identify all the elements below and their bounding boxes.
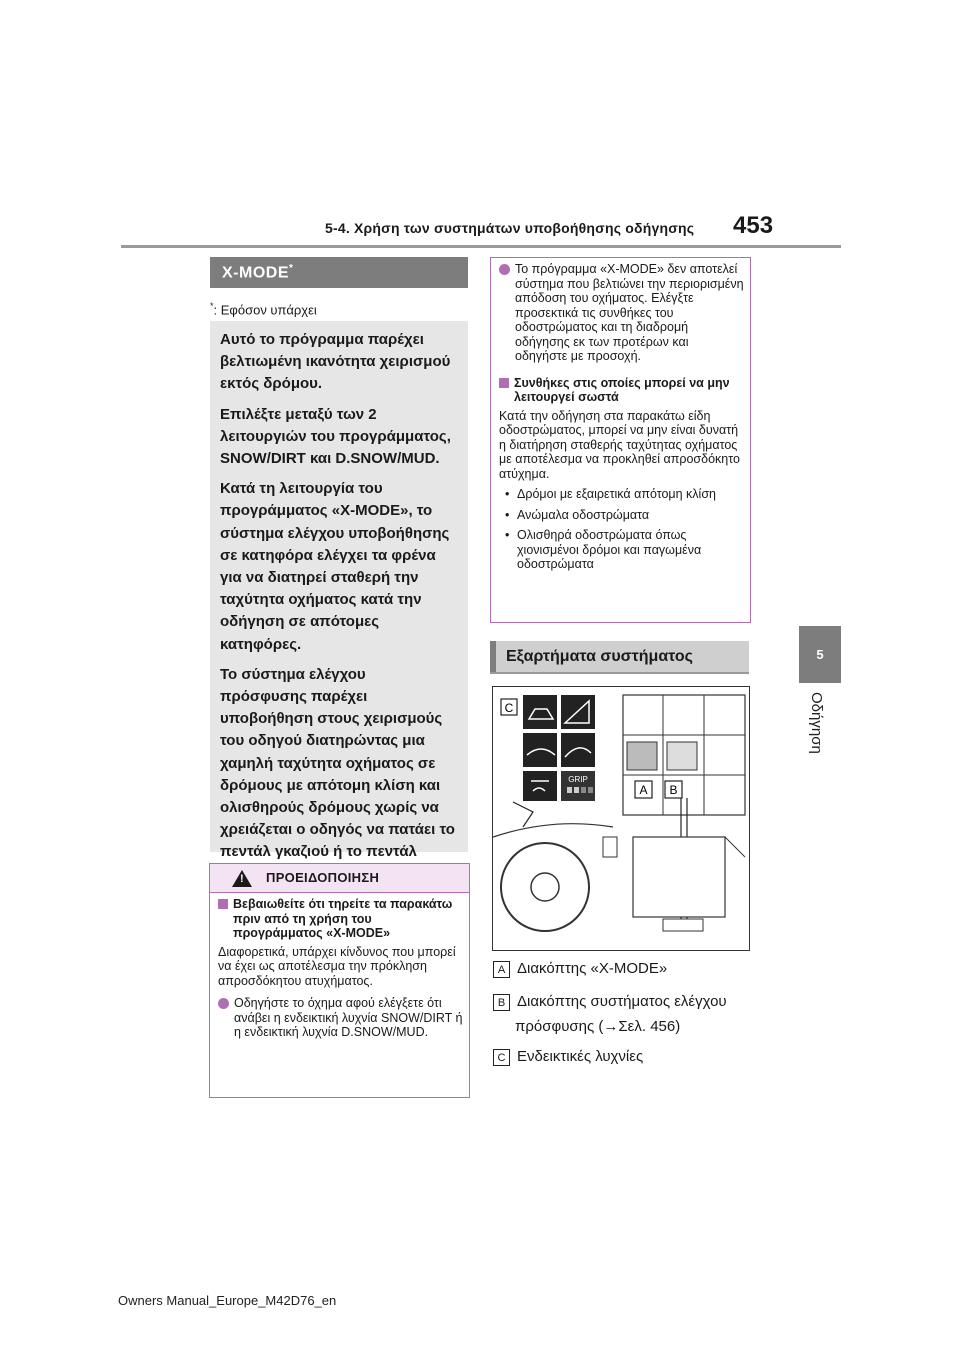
list-item-text: Δρόμοι με εξαιρετικά απότομη κλίση — [517, 487, 717, 501]
list-item: • Ανώμαλα οδοστρώματα — [505, 507, 650, 522]
xmode-switch — [627, 742, 657, 770]
legend-key-a: A — [493, 961, 510, 978]
warning-triangle-icon — [232, 870, 252, 887]
footnote-mark: * — [210, 301, 214, 311]
chapter-tab: 5 — [799, 626, 841, 683]
components-heading — [490, 641, 749, 672]
notice-bullet — [499, 262, 744, 364]
legend-row-c — [493, 1048, 643, 1066]
dashboard-drawing — [493, 687, 749, 950]
traction-indicator — [523, 771, 557, 801]
list-item: • Δρόμοι με εξαιρετικά απότομη κλίση — [505, 487, 717, 501]
xmode-heading — [210, 257, 468, 288]
xmode-title — [222, 263, 293, 282]
callout-a-label: A — [639, 783, 648, 797]
dashboard-illustration — [492, 686, 750, 951]
warning-header — [210, 864, 469, 893]
warning-text: Διαφορετικά, υπάρχει κίνδυνος που μπορεί να έχει ως αποτέλεσμα την πρόκληση απροσδόκητου ατυχήματος. — [218, 944, 456, 988]
summary-paragraph: Κατά τη λειτουργία του προγράμματος «X-MODE», το σύστημα ελέγχου υποβοήθησης σε κατηφόρα ελέγχει τα φρένα για να διατηρεί σταθερή την ταχύτητα οχήματος κατά την οδήγηση σε απότομες κατηφόρες. — [220, 480, 450, 653]
legend-row-a — [493, 960, 667, 978]
xmode-title-mark: * — [289, 262, 294, 274]
summary-paragraph: Το σύστημα ελέγχου πρόσφυσης παρέχει υποβοήθηση στους χειρισμούς του οδηγού διατηρώντας μια χαμηλή ταχύτητα οχήματος σε δρόμους με απότομη κλίση και ολισθηρούς δρόμους χωρίς να χρειάζεται ο οδηγός να πατάει το πεντάλ γκαζιού ή το πεντάλ — [220, 665, 455, 861]
chapter-label — [808, 692, 832, 772]
legend-text-b-cont: πρόσφυσης (→Σελ. 456) — [515, 1018, 681, 1035]
warning-heading-text: Βεβαιωθείτε ότι τηρείτε τα παρακάτω πριν από τη χρήση του προγράμματος «X-MODE» — [233, 897, 453, 940]
legend-text-c: Ενδεικτικές λυχνίες — [517, 1048, 644, 1065]
xmode-summary-box — [210, 321, 468, 861]
notice-heading-text: Συνθήκες στις οποίες μπορεί να μην λειτουργεί σωστά — [514, 375, 730, 404]
notice-heading — [499, 376, 744, 405]
callout-b-label: B — [669, 783, 678, 797]
components-title: Εξαρτήματα συστήματος — [506, 647, 693, 665]
xmode-title-text: X-MODE — [222, 264, 289, 282]
legend-key-c: C — [493, 1049, 510, 1066]
steering-wheel — [501, 843, 589, 931]
notice-bullet-text: Το πρόγραμμα «X-MODE» δεν αποτελεί σύστημα που βελτιώνει την περιορισμένη απόδοση του οχήματος. Ελέγξτε προσεκτικά τις συνθήκες του οδοστρώματος και τη διαδρομή οδήγησης εκ των προτέρων και οδηγήστε με προσοχή. — [515, 262, 744, 363]
header-divider — [121, 245, 841, 248]
legend-text-a: Διακόπτης «X-MODE» — [517, 960, 668, 977]
notice-text: Κατά την οδήγηση στα παρακάτω είδη οδοστρώματος, μπορεί να μην είναι δυνατή η διατήρηση σταθερής ταχύτητας οχήματος με αποτέλεσμα να προκληθεί απροσδόκητο ατύχημα. — [499, 408, 740, 481]
notice-box — [490, 257, 751, 623]
list-item-text: Ανώμαλα οδοστρώματα — [517, 507, 650, 522]
components-divider — [490, 672, 749, 674]
list-item-text: Ολισθηρά οδοστρώματα όπως χιονισμένοι δρόμοι και παγωμένα οδοστρώματα — [517, 528, 702, 571]
grip-label: GRIP — [568, 775, 588, 784]
square-bullet-icon — [499, 378, 509, 388]
warning-title: ΠΡΟΕΙΔΟΠΟΙΗΣΗ — [266, 870, 380, 885]
warning-box — [209, 863, 470, 1098]
traction-switch — [667, 742, 697, 770]
footnote-text: : Εφόσον υπάρχει — [213, 302, 317, 318]
round-bullet-icon — [499, 264, 510, 275]
legend-key-b: B — [493, 994, 510, 1011]
center-display — [633, 837, 725, 917]
list-item: • Ολισθηρά οδοστρώματα όπως χιονισμένοι δρόμοι και παγωμένα οδοστρώματα — [499, 528, 744, 572]
legend-text-b: Διακόπτης συστήματος ελέγχου — [517, 993, 727, 1010]
legend-row-b — [493, 993, 727, 1011]
xmode-footnote — [210, 301, 317, 317]
warning-heading — [218, 897, 463, 941]
square-bullet-icon — [218, 899, 228, 909]
page-number: 453 — [733, 212, 774, 239]
callout-c-label: C — [504, 701, 514, 715]
indicator-lamp — [523, 733, 557, 767]
heading-accent — [490, 641, 496, 672]
warning-bullet-text: Οδηγήστε το όχημα αφού ελέγξετε ότι ανάβει η ενδεικτική λυχνία SNOW/DIRT ή η ενδεικτική λυχνία D.SNOW/MUD. — [234, 996, 463, 1039]
indicator-lamp — [523, 695, 557, 729]
warning-bullet — [218, 996, 463, 1040]
summary-paragraph: Αυτό το πρόγραμμα παρέχει βελτιωμένη ικανότητα χειρισμού εκτός δρόμου. — [220, 331, 451, 393]
chapter-label-text: Οδήγηση — [808, 692, 825, 754]
header-section-title: 5-4. Χρήση των συστημάτων υποβοήθησης οδήγησης — [325, 220, 695, 236]
round-bullet-icon — [218, 998, 229, 1009]
indicator-lamp — [561, 733, 595, 767]
summary-paragraph: Επιλέξτε μεταξύ των 2 λειτουργιών του προγράμματος, SNOW/DIRT και D.SNOW/MUD. — [220, 405, 451, 468]
footer-manual-id: Owners Manual_Europe_M42D76_en — [118, 1293, 337, 1308]
